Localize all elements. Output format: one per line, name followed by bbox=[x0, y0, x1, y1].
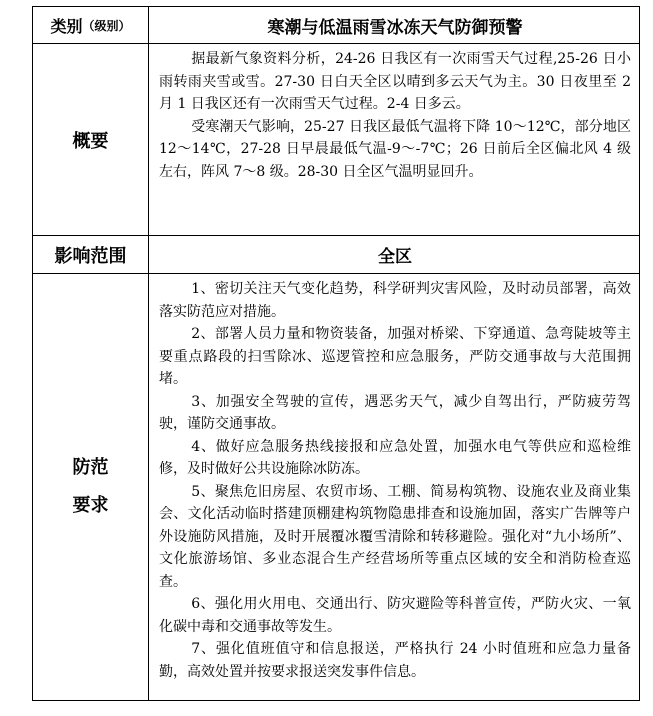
warning-table bbox=[32, 6, 640, 701]
scope-value: 全区 bbox=[378, 247, 412, 267]
scope-label: 影响范围 bbox=[54, 245, 127, 267]
overview-paragraph: 据最新气象资料分析，24-26 日我区有一次雨雪天气过程,25-26 日小雨转雨夹雪或雪。27-30 日白天全区以晴到多云天气为主。30 日夜里至 2 月 1 日我区还有一次雨雪天气过程。2-4 日多云。 bbox=[159, 51, 631, 112]
measures-content bbox=[149, 274, 639, 700]
category-label-main: 类别 bbox=[50, 16, 83, 36]
measure-item: 6、强化用火用电、交通出行、防灾避险等科普宣传，严防火灾、一氧化碳中毒和交通事故等发生。 bbox=[159, 596, 631, 635]
measure-item: 3、加强安全驾驶的宣传，遇恶劣天气，减少自驾出行，严防疲劳驾驶，谨防交通事故。 bbox=[159, 393, 631, 432]
measures-label-line2: 要求 bbox=[72, 495, 109, 516]
scope-row bbox=[33, 236, 639, 274]
overview-row bbox=[33, 44, 639, 236]
measures-row bbox=[33, 274, 639, 700]
category-label-sub: （级别） bbox=[82, 18, 131, 33]
header-row bbox=[33, 7, 639, 44]
overview-label: 概要 bbox=[72, 130, 109, 152]
measure-item: 7、强化值班值守和信息报送，严格执行 24 小时值班和应急力量备勤，高效处置并按要求报送突发事件信息。 bbox=[159, 641, 631, 680]
category-label bbox=[33, 7, 148, 43]
measures-label-line1: 防范 bbox=[72, 457, 109, 478]
measure-item: 2、部署人员力量和物资装备，加强对桥梁、下穿通道、急弯陡坡等主要重点路段的扫雪除冰、巡逻管控和应急服务，严防交通事故与大范围拥堵。 bbox=[159, 326, 631, 387]
measure-item: 5、聚焦危旧房屋、农贸市场、工棚、简易构筑物、设施农业及商业集会、文化活动临时搭建顶棚建构筑物隐患排查和设施加固，落实广告牌等户外设施防风措施，及时开展覆冰覆雪清除和转移避险。强化对“九小场所”、文化旅游场馆、多业态混合生产经营场所等重点区域的安全和消防检查巡查。 bbox=[159, 483, 631, 590]
warning-title: 寒潮与低温雨雪冰冻天气防御预警 bbox=[267, 17, 523, 38]
measure-item: 1、密切关注天气变化趋势，科学研判灾害风险，及时动员部署，高效落实防范应对措施。 bbox=[159, 281, 631, 320]
measures-label bbox=[33, 274, 148, 700]
overview-paragraph: 受寒潮天气影响，25-27 日我区最低气温将下降 10～12℃，部分地区 12～14℃，27-28 日早晨最低气温-9～-7℃；26 日前后全区偏北风 4 级左右，阵风 7～8 级。28-30 日全区气温明显回升。 bbox=[159, 118, 631, 180]
measure-item: 4、做好应急服务热线接报和应急处置，加强水电气等供应和巡检维修，及时做好公共设施除冰防冻。 bbox=[159, 438, 631, 477]
overview-content bbox=[149, 44, 639, 235]
